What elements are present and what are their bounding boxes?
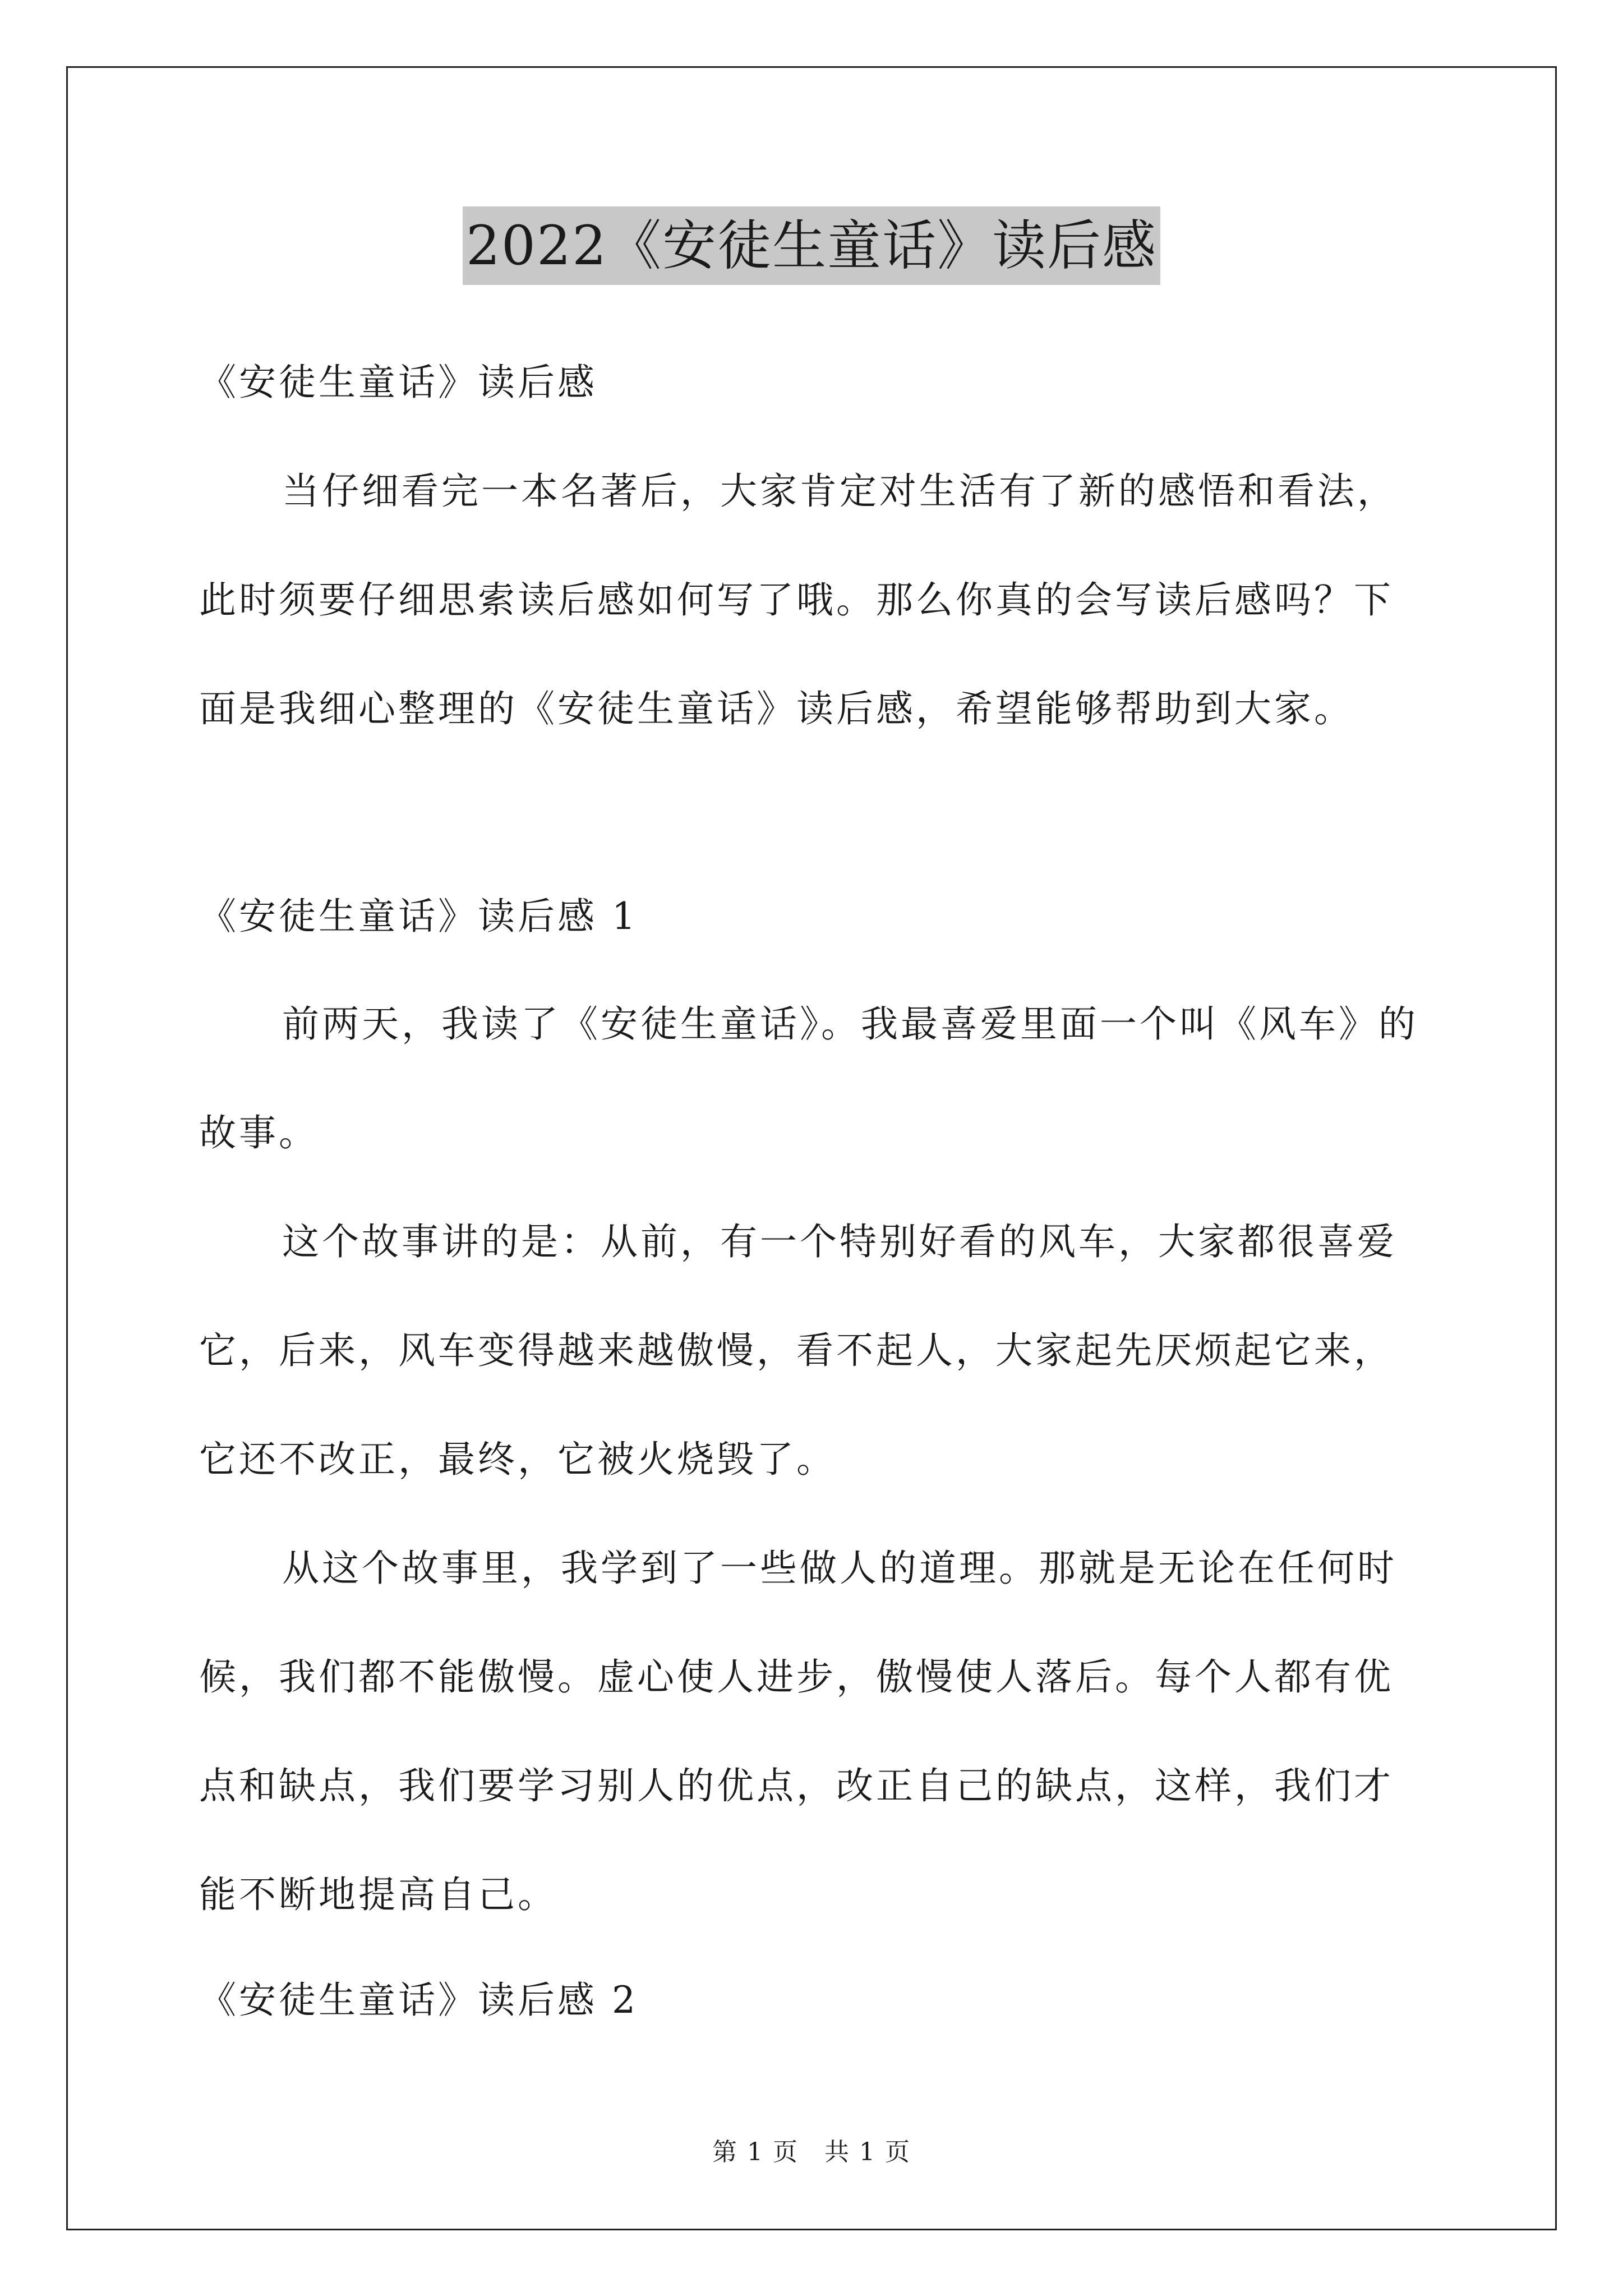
paragraph-line: 候，我们都不能傲慢。虚心使人进步，傲慢使人落后。每个人都有优 xyxy=(199,1655,1394,1699)
paragraph-line: 前两天，我读了《安徒生童话》。我最喜爱里面一个叫《风车》的 xyxy=(282,1002,1418,1046)
title-container xyxy=(0,206,1623,285)
document-title: 2022《安徒生童话》读后感 xyxy=(463,206,1160,285)
paragraph-line: 能不断地提高自己。 xyxy=(199,1873,557,1916)
paragraph-line: 点和缺点，我们要学习别人的优点，改正自己的缺点，这样，我们才 xyxy=(199,1764,1394,1807)
paragraph-line: 这个故事讲的是：从前，有一个特别好看的风车，大家都很喜爱 xyxy=(282,1220,1397,1263)
paragraph-line: 面是我细心整理的《安徒生童话》读后感，希望能够帮助到大家。 xyxy=(199,687,1354,730)
section-heading: 《安徒生童话》读后感 xyxy=(199,361,597,404)
page-number: 第 1 页 共 1 页 xyxy=(712,2138,911,2166)
paragraph-line: 从这个故事里，我学到了一些做人的道理。那就是无论在任何时 xyxy=(282,1547,1397,1590)
paragraph-line: 此时须要仔细思索读后感如何写了哦。那么你真的会写读后感吗？下 xyxy=(199,578,1394,622)
section-heading: 《安徒生童话》读后感 1 xyxy=(199,895,638,938)
paragraph-line: 它还不改正，最终，它被火烧毁了。 xyxy=(199,1438,836,1481)
section-heading: 《安徒生童话》读后感 2 xyxy=(199,1978,638,2022)
paragraph-line: 当仔细看完一本名著后，大家肯定对生活有了新的感悟和看法， xyxy=(282,470,1397,513)
paragraph-line: 它，后来，风车变得越来越傲慢，看不起人，大家起先厌烦起它来， xyxy=(199,1329,1394,1372)
paragraph-line: 故事。 xyxy=(199,1111,319,1154)
